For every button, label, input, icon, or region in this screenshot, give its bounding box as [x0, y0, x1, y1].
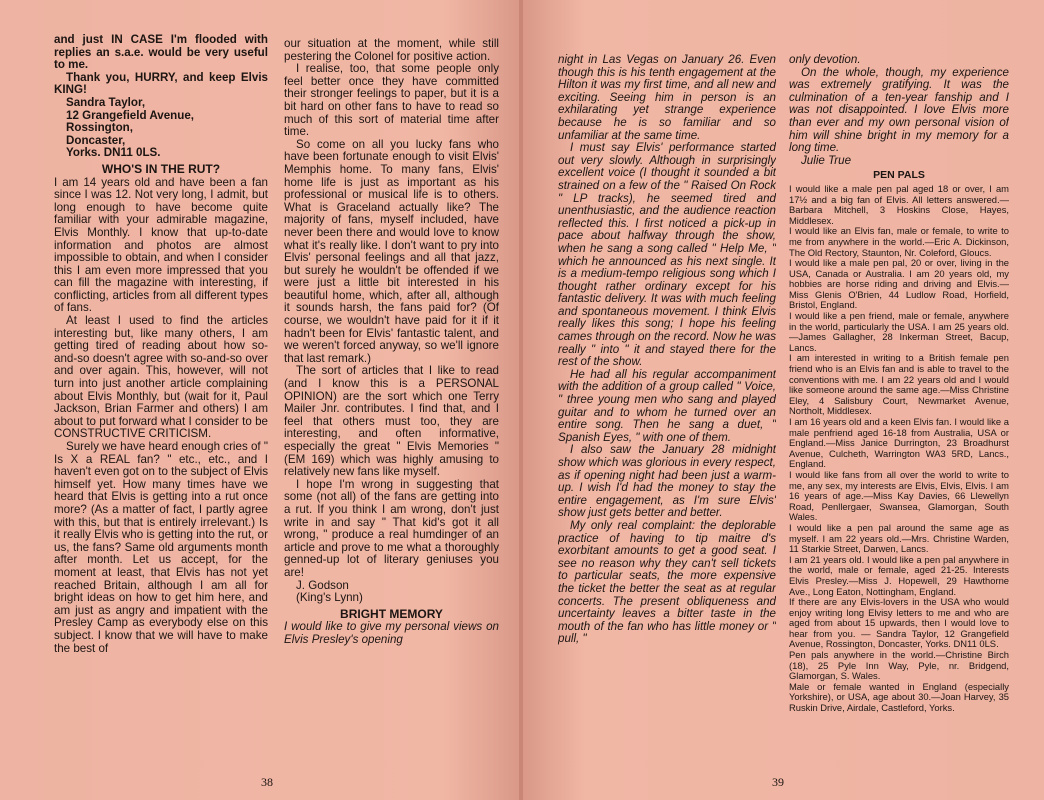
paragraph: I would like to give my personal views on Elvis Presley's opening	[284, 620, 499, 646]
signature-line: 12 Grangefield Avenue,	[66, 108, 195, 122]
pen-pal-entry: I would like an Elvis fan, male or female, to write to me from anywhere in the world.—Eric A. Dickinson, The Old Rectory, Staunton, Nr. Coleford, Gloucs.	[789, 225, 1009, 258]
pen-pal-entry: Pen pals anywhere in the world.—Christine Birch (18), 25 Pyle Inn Way, Pyle, nr. Bridgend, Glamorgan, S. Wales.	[789, 649, 1009, 682]
paragraph: At least I used to find the articles interesting but, like many others, I am getting tired of reading about how so-and-so doesn't agree with so-and-so over and over again. This, however, will not turn into just another article complaining about Elvis Monthly, but (wait for it, Paul Jackson, Brian Farmer and others) I am about to put forward what I consider to be CONSTRUCTIVE CRITICISM.	[54, 314, 268, 441]
paragraph: I am 14 years old and have been a fan since I was 12. Not very long, I admit, but long enough to have become quite familiar with your admirable magazine, Elvis Monthly. I know that up-to-date information and photos are almost impossible to obtain, and when I consider this I am even more impressed that you can fill the magazine with interesting, if conflicting, articles from all different types of fans.	[54, 175, 268, 315]
paragraph: The sort of articles that I like to read (and I know this is a PERSONAL OPINION) are the sort which one Terry Mailer Jnr. contributes. I find that, and I feel that others must too, they are interesting, and often informative, especially the great " Elvis Memories " (EM 169) which was highly amusing to relatively new fans like myself.	[284, 364, 499, 479]
pen-pals-list	[789, 184, 1009, 714]
column-3	[558, 54, 776, 784]
paragraph: night in Las Vegas on January 26. Even though this is his tenth engagement at the Hilton it was my first time, and all new and exciting. Seeing him in person is an exhilarating yet strange experience because he is so familiar and so unfamiliar at the same time.	[558, 54, 776, 142]
pen-pal-entry: I would like a male pen pal aged 18 or over, I am 17½ and a big fan of Elvis. All letters answered.—Barbara Mitchell, 3 Hoskins Close, Hayes, Middlesex.	[789, 182, 1009, 226]
pen-pal-entry: I am 21 years old. I would like a pen pal anywhere in the world, male or female, aged 21-25. Interests Elvis Presley.—Miss J. Hopewell, 29 Hawthorne Ave., Long Eaton, Nottingham, England.	[789, 553, 1009, 597]
intro-line: Thank you, HURRY, and keep Elvis KING!	[54, 70, 268, 97]
signature-line: Julie True	[801, 153, 852, 167]
pen-pal-entry: I would like fans from all over the world to write to me, any sex, my interests are Elvis, Elvis, Elvis. I am 16 years of age.—Miss Kay Davies, 66 Llewellyn Road, Penllergaer, Swansea, Glamorgan, South Wales.	[789, 468, 1009, 523]
paragraph: our situation at the moment, while still pestering the Colonel for positive action.	[284, 38, 499, 63]
column-2	[284, 38, 499, 768]
signature-line: Yorks. DN11 0LS.	[66, 146, 161, 160]
pen-pal-entry: If there are any Elvis-lovers in the USA who would enjoy writing long Elvisy letters to me and who are aged from about 15 upwards, then I would love to hear from you. — Sandra Taylor, 12 Grangefield Avenue, Rossington, Doncaster, Yorks. DN11 0LS.	[789, 596, 1009, 650]
pen-pal-entry: I am 16 years old and a keen Elvis fan. I would like a male penfriend aged 16-18 from Australia, USA or England.—Miss Janice Durrington, 23 Broadhurst Avenue, Culcheth, Warrington WA3 5RD, Lancs., England.	[789, 416, 1009, 470]
paragraph: only devotion.	[789, 54, 861, 66]
paragraph: On the whole, though, my experience was extremely gratifying. It was the culmination of a ten-year fanship and I was not disappointed. I love Elvis more than ever and my own personal vision of him will shine bright in my memory for a long time.	[789, 65, 1009, 155]
page-right	[523, 0, 1044, 800]
pen-pal-entry: Male or female wanted in England (especially Yorkshire), or USA, age about 30.—Joan Harvey, 35 Ruskin Drive, Airdale, Castleford, Yorks.	[789, 680, 1009, 714]
signature-line: J. Godson	[296, 578, 349, 592]
page-number: 38	[261, 775, 273, 789]
column-1	[54, 34, 268, 764]
signature-line: Doncaster,	[66, 133, 126, 147]
paragraph: I also saw the January 28 midnight show which was glorious in every respect, as if opening night had been just a warm-up. I wish I'd had the money to stay the entire engagement, as I'm sure Elvis' show just gets better and better.	[558, 443, 776, 520]
pen-pal-entry: I would like a pen friend, male or female, anywhere in the world, particularly the USA. I am 25 years old.—James Gallagher, 28 Inkerman Street, Bacup, Lancs.	[789, 310, 1009, 353]
article-heading: WHO'S IN THE RUT?	[101, 161, 221, 176]
intro-line: and just IN CASE I'm flooded with replies an s.a.e. would be very useful to me.	[54, 34, 268, 72]
page-number: 39	[772, 775, 784, 789]
paragraph: My only real complaint: the deplorable practice of having to tip maitre d's exorbitant amounts to get a good seat. I see no reason why they can't sell tickets to particular seats, the more expensive the ticket the better the seat as at regular concerts. The present obliqueness and uncertainty leaves a bitter taste in the mouth of the fan who has little money or " pull, "	[558, 518, 776, 646]
pen-pal-entry: I would like a male pen pal, 20 or over, living in the USA, Canada or Australia. I am 20 years old, my hobbies are horse riding and driving and Elvis.—Miss Glenis O'Brien, 44 Ludlow Road, Horfield, Bristol, England.	[789, 257, 1009, 311]
paragraph: He had all his regular accompaniment with the addition of a group called " Voice, " three young men who sang and played guitar and to whom he turned over an entire song. Then he sang a duet, " Spanish Eyes, " with one of them.	[558, 367, 776, 444]
paragraph: I realise, too, that some people only feel better once they have committed their stronger feelings to paper, but it is a bit hard on other fans to have to read so much of this sort of material time after time.	[284, 62, 499, 139]
article-heading: BRIGHT MEMORY	[340, 606, 443, 621]
signature-line: Sandra Taylor,	[66, 95, 146, 109]
paragraph: I hope I'm wrong in suggesting that some (not all) of the fans are getting into a rut. If you think I am wrong, don't just write in and say " That kid's got it all wrong, " produce a real humdinger of an article and prove to me what a thoroughly genned-up lot of literary geniuses you are!	[284, 477, 499, 579]
pen-pal-entry: I would like a pen pal around the same age as myself. I am 22 years old.—Mrs. Christine Warden, 11 Starkie Street, Darwen, Lancs.	[789, 521, 1009, 555]
paragraph: I must say Elvis' performance started out very slowly. Although in surprisingly excellent voice (I thought it sounded a bit strained on a few of the " Raised On Rock " LP tracks), he seemed tired and unenthusiastic, and the audience reaction reflected this. I first noticed a pick-up in pace about halfway through the show, when he sang a song called " Help Me, " which he announced as his next single. It is a medium-tempo religious song which I thought rather ordinary except for his fantastic delivery. It was with much feeling and spontaneous movement. I think Elvis really likes this song; I hope his feeling cames through on the record. Now he was really " into " it and stayed there for the rest of the show.	[558, 141, 776, 369]
paragraph: Surely we have heard enough cries of " Is X a REAL fan? " etc., etc., and I haven't even got on to the subject of Elvis himself yet. How many times have we heard that Elvis is getting into a rut once more? (As a matter of fact, I partly agree with this, but that is entirely irrelevant.) Is it really Elvis who is getting into the rut, or us, the fans? Same old arguments month after month. Let us accept, for the moment at least, that Elvis has not yet reached Britain, although I am all for bright ideas on how to get him here, and am just as angry and impatient with the Presley Camp as everybody else on this subject. I know that we will have to make the best of	[54, 440, 268, 655]
pen-pals-heading: PEN PALS	[873, 169, 925, 182]
paragraph: So come on all you lucky fans who have been fortunate enough to visit Elvis' Memphis home. To many fans, Elvis' home life is just as important as his professional or musical life is to others. What is Graceland actually like? The majority of fans, myself included, have never been there and would love to know what it's really like. I don't want to pry into Elvis' personal feelings and all that jazz, but surely he wouldn't be offended if we were just a little bit interested in his beautiful home, which, after all, although it sounds harsh, the fans paid for? (Of course, we wouldn't have paid for it if it hadn't been for Elvis' fantastic talent, and we weren't forced anyway, so we'll ignore that last remark.)	[284, 137, 499, 365]
signature-line: (King's Lynn)	[296, 591, 363, 605]
page-left	[0, 0, 521, 800]
signature-line: Rossington,	[66, 121, 133, 135]
pen-pal-entry: I am interested in writing to a British female pen friend who is an Elvis fan and is able to travel to the conventions with me. I am 22 years old and I would like someone around the same age.—Miss Christine Eley, 4 Salisbury Court, Newmarket Avenue, Northolt, Middlesex.	[789, 352, 1009, 417]
column-4	[789, 54, 1009, 784]
